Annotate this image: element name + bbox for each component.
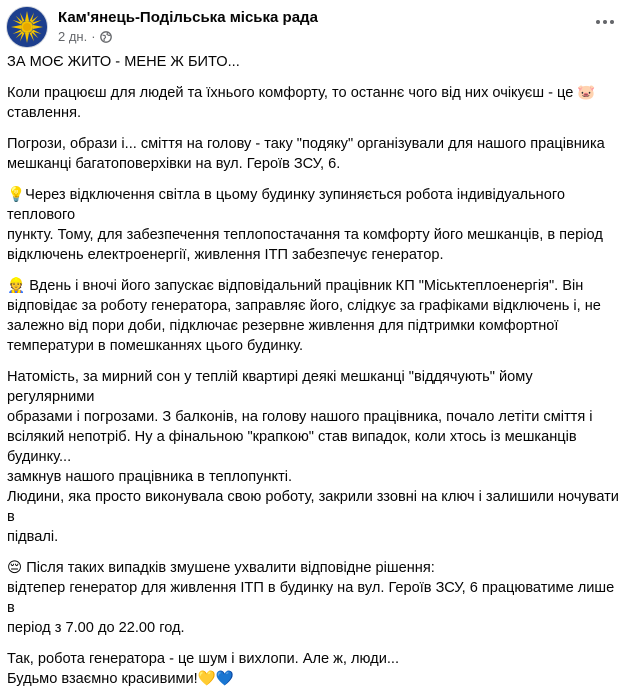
globe-icon <box>100 31 112 43</box>
text-line: 👷 Вдень і вночі його запускає відповідальний працівник КП "Міськтеплоенергія". Він <box>7 278 584 294</box>
city-emblem-sun-icon <box>7 7 47 47</box>
post-subline <box>58 29 318 45</box>
separator-dot: · <box>91 29 96 44</box>
text-line: Погрози, образи і... сміття на голову - таку "подяку" організували для нашого працівника <box>7 136 605 152</box>
paragraph-title <box>7 52 619 72</box>
text-line: Будьмо взаємно красивими!💛💙 <box>7 671 235 687</box>
paragraph <box>7 185 619 265</box>
text-line: образами і погрозами. З балконів, на голову нашого працівника, почало летіти сміття і <box>7 409 593 425</box>
text-line: замкнув нашого працівника в теплопункті. <box>7 469 293 485</box>
text-line: Коли працюєш для людей та їхнього комфорту, то останнє чого від них очікуєш - це 🐷 <box>7 85 596 101</box>
text-line: 😔 Після таких випадків змушене ухвалити відповідне рішення: <box>7 560 435 576</box>
text-line: відповідає за роботу генератора, заправляє його, слідкує за графіками відключень і, не <box>7 298 601 314</box>
text-line: всілякий непотріб. Ну а фінальною "крапкою" став випадок, коли хтось із мешканців будинку... <box>7 429 577 465</box>
paragraph <box>7 367 619 547</box>
paragraph <box>7 83 619 123</box>
text-line: Людини, яка просто виконувала свою роботу, закрили ззовні на ключ і залишили ночувати в <box>7 489 619 525</box>
text-line: залежно від пори доби, підключає резервне живлення для підтримки комфортної <box>7 318 559 334</box>
text-line: відключень електроенергії, живлення ІТП забезпечує генератор. <box>7 247 444 263</box>
text-line: пункту. Тому, для забезпечення теплопостачання та комфорту його мешканців, в період <box>7 227 603 243</box>
paragraph <box>7 649 619 689</box>
avatar[interactable] <box>6 6 48 48</box>
paragraph <box>7 134 619 174</box>
post-time[interactable]: 2 дн. <box>58 29 88 44</box>
text-line: період з 7.00 до 22.00 год. <box>7 620 185 636</box>
text-line: підвалі. <box>7 529 59 545</box>
text-line: Натомість, за мирний сон у теплій квартирі деякі мешканці "віддячують" йому регулярними <box>7 369 533 405</box>
text-line: 💡Через відключення світла в цьому будинку зупиняється робота індивідуального теплового <box>7 187 565 223</box>
paragraph <box>7 276 619 356</box>
text-line: Так, робота генератора - це шум і вихлопи. Але ж, люди... <box>7 651 400 667</box>
text-line: ЗА МОЄ ЖИТО - МЕНЕ Ж БИТО... <box>7 54 240 70</box>
post-meta <box>58 8 318 45</box>
text-line: відтепер генератор для живлення ІТП в будинку на вул. Героїв ЗСУ, 6 працюватиме лише в <box>7 580 615 616</box>
paragraph <box>7 558 619 638</box>
text-line: мешканці багатоповерхівки на вул. Героїв ЗСУ, 6. <box>7 156 341 172</box>
page-name[interactable]: Кам'янець-Подільська міська рада <box>58 9 318 26</box>
more-options-icon[interactable] <box>591 12 619 32</box>
post-text <box>7 52 619 689</box>
post-header <box>6 6 318 48</box>
text-line: температури в помешканнях цього будинку. <box>7 338 304 354</box>
text-line: ставлення. <box>7 105 82 121</box>
